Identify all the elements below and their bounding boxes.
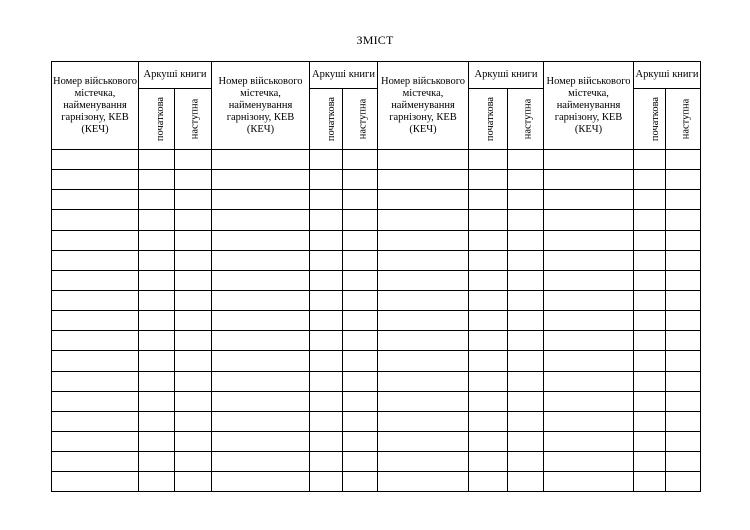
table-cell xyxy=(469,270,508,290)
table-cell xyxy=(544,472,634,492)
table-cell xyxy=(139,210,175,230)
table-cell xyxy=(212,371,310,391)
table-cell xyxy=(212,290,310,310)
table-cell xyxy=(544,230,634,250)
table-cell xyxy=(544,190,634,210)
table-cell xyxy=(212,311,310,331)
table-cell xyxy=(343,431,378,451)
table-row xyxy=(52,371,701,391)
table-cell xyxy=(469,190,508,210)
table-cell xyxy=(508,170,544,190)
table-cell xyxy=(310,411,343,431)
table-cell xyxy=(544,250,634,270)
table-cell xyxy=(508,391,544,411)
table-cell xyxy=(666,210,701,230)
table-cell xyxy=(508,311,544,331)
header-initial: початкова xyxy=(310,89,343,150)
table-cell xyxy=(634,290,666,310)
table-cell xyxy=(666,452,701,472)
table-cell xyxy=(469,170,508,190)
table-row xyxy=(52,290,701,310)
table-cell xyxy=(469,391,508,411)
table-cell xyxy=(508,331,544,351)
table-cell xyxy=(212,472,310,492)
table-row xyxy=(52,391,701,411)
table-cell xyxy=(310,472,343,492)
table-cell xyxy=(378,150,469,170)
table-cell xyxy=(212,210,310,230)
table-cell xyxy=(544,391,634,411)
table-cell xyxy=(175,311,212,331)
table-cell xyxy=(343,150,378,170)
table-cell xyxy=(343,270,378,290)
table-cell xyxy=(52,452,139,472)
table-cell xyxy=(508,371,544,391)
table-row xyxy=(52,250,701,270)
table-cell xyxy=(378,331,469,351)
table-cell xyxy=(508,190,544,210)
table-cell xyxy=(634,472,666,492)
table-cell xyxy=(634,170,666,190)
table-cell xyxy=(508,290,544,310)
table-cell xyxy=(343,391,378,411)
table-cell xyxy=(310,290,343,310)
table-cell xyxy=(175,472,212,492)
table-cell xyxy=(212,391,310,411)
table-cell xyxy=(544,290,634,310)
table-cell xyxy=(634,311,666,331)
table-cell xyxy=(469,150,508,170)
table-cell xyxy=(469,250,508,270)
table-cell xyxy=(52,472,139,492)
header-next: наступна xyxy=(175,89,212,150)
header-initial: початкова xyxy=(469,89,508,150)
table-cell xyxy=(634,331,666,351)
table-cell xyxy=(544,371,634,391)
table-cell xyxy=(310,190,343,210)
table-cell xyxy=(666,331,701,351)
table-cell xyxy=(139,170,175,190)
table-cell xyxy=(666,391,701,411)
table-cell xyxy=(212,250,310,270)
table-cell xyxy=(310,230,343,250)
table-cell xyxy=(378,371,469,391)
table-cell xyxy=(666,270,701,290)
table-cell xyxy=(52,210,139,230)
table-cell xyxy=(634,371,666,391)
table-cell xyxy=(52,230,139,250)
table-cell xyxy=(469,411,508,431)
table-cell xyxy=(310,452,343,472)
table-cell xyxy=(508,210,544,230)
table-cell xyxy=(666,472,701,492)
table-cell xyxy=(378,190,469,210)
table-row xyxy=(52,190,701,210)
table-cell xyxy=(378,311,469,331)
table-cell xyxy=(52,371,139,391)
header-next: наступна xyxy=(343,89,378,150)
table-cell xyxy=(343,290,378,310)
table-cell xyxy=(139,150,175,170)
table-cell xyxy=(666,190,701,210)
table-cell xyxy=(544,210,634,230)
table-row xyxy=(52,170,701,190)
table-cell xyxy=(666,431,701,451)
header-initial: початкова xyxy=(634,89,666,150)
table-cell xyxy=(634,230,666,250)
table-cell xyxy=(508,452,544,472)
table-cell xyxy=(175,150,212,170)
table-cell xyxy=(139,452,175,472)
table-cell xyxy=(469,230,508,250)
table-cell xyxy=(343,311,378,331)
table-cell xyxy=(634,391,666,411)
table-cell xyxy=(666,290,701,310)
table-cell xyxy=(378,210,469,230)
table-cell xyxy=(544,411,634,431)
table-cell xyxy=(343,411,378,431)
table-body xyxy=(52,150,701,492)
header-next: наступна xyxy=(508,89,544,150)
table-cell xyxy=(175,452,212,472)
header-sheets: Аркуші книги xyxy=(310,62,378,89)
table-cell xyxy=(634,250,666,270)
table-cell xyxy=(212,452,310,472)
table-cell xyxy=(378,270,469,290)
header-location: Номер військового містечка, найменування гарнізону, КЕВ (КЕЧ) xyxy=(378,62,469,150)
table-cell xyxy=(343,250,378,270)
table-cell xyxy=(212,230,310,250)
table-cell xyxy=(139,250,175,270)
table-cell xyxy=(310,371,343,391)
table-cell xyxy=(508,230,544,250)
table-cell xyxy=(343,331,378,351)
table-cell xyxy=(310,431,343,451)
table-cell xyxy=(634,270,666,290)
table-cell xyxy=(310,351,343,371)
table-cell xyxy=(175,230,212,250)
table-row xyxy=(52,431,701,451)
table-cell xyxy=(666,411,701,431)
table-cell xyxy=(52,391,139,411)
table-cell xyxy=(508,472,544,492)
table-cell xyxy=(175,270,212,290)
table-cell xyxy=(378,472,469,492)
page-title: ЗМІСТ xyxy=(356,33,394,47)
table-cell xyxy=(634,431,666,451)
table-cell xyxy=(310,170,343,190)
table-cell xyxy=(212,351,310,371)
table-cell xyxy=(343,472,378,492)
table-cell xyxy=(310,311,343,331)
table-cell xyxy=(310,250,343,270)
table-cell xyxy=(212,411,310,431)
table-cell xyxy=(666,230,701,250)
table-cell xyxy=(139,331,175,351)
table-row xyxy=(52,472,701,492)
table-cell xyxy=(310,150,343,170)
table-cell xyxy=(634,190,666,210)
header-location: Номер військового містечка, найменування гарнізону, КЕВ (КЕЧ) xyxy=(212,62,310,150)
table-cell xyxy=(175,391,212,411)
header-sheets: Аркуші книги xyxy=(634,62,701,89)
table-cell xyxy=(310,270,343,290)
table-row xyxy=(52,411,701,431)
table-cell xyxy=(175,170,212,190)
table-cell xyxy=(469,210,508,230)
table-row xyxy=(52,150,701,170)
table-cell xyxy=(52,150,139,170)
header-sheets: Аркуші книги xyxy=(469,62,544,89)
table-cell xyxy=(378,170,469,190)
table-cell xyxy=(544,452,634,472)
table-cell xyxy=(139,411,175,431)
table-cell xyxy=(544,331,634,351)
table-cell xyxy=(469,311,508,331)
table-cell xyxy=(378,230,469,250)
table-cell xyxy=(508,351,544,371)
table-cell xyxy=(634,210,666,230)
table-cell xyxy=(52,250,139,270)
table-cell xyxy=(52,331,139,351)
table-cell xyxy=(212,270,310,290)
header-next: наступна xyxy=(666,89,701,150)
contents-table xyxy=(51,61,701,492)
table-cell xyxy=(52,290,139,310)
table-row xyxy=(52,452,701,472)
table-cell xyxy=(343,170,378,190)
table-cell xyxy=(139,431,175,451)
table-cell xyxy=(212,190,310,210)
table-cell xyxy=(634,150,666,170)
table-cell xyxy=(634,351,666,371)
table-cell xyxy=(52,431,139,451)
header-location: Номер військового містечка, найменування гарнізону, КЕВ (КЕЧ) xyxy=(52,62,139,150)
table-cell xyxy=(378,411,469,431)
table-cell xyxy=(469,472,508,492)
table-cell xyxy=(139,311,175,331)
table-cell xyxy=(343,452,378,472)
table-cell xyxy=(175,411,212,431)
table-cell xyxy=(508,411,544,431)
table-cell xyxy=(378,452,469,472)
header-initial: початкова xyxy=(139,89,175,150)
table-cell xyxy=(666,351,701,371)
table-cell xyxy=(666,170,701,190)
table-cell xyxy=(544,270,634,290)
table-cell xyxy=(139,391,175,411)
table-cell xyxy=(634,452,666,472)
table-cell xyxy=(378,290,469,310)
table-cell xyxy=(175,290,212,310)
table-cell xyxy=(508,250,544,270)
table-cell xyxy=(544,150,634,170)
table-cell xyxy=(469,331,508,351)
table-cell xyxy=(343,230,378,250)
table-cell xyxy=(544,351,634,371)
table-row xyxy=(52,351,701,371)
table-cell xyxy=(666,371,701,391)
table-cell xyxy=(378,391,469,411)
table-cell xyxy=(139,290,175,310)
table-cell xyxy=(310,210,343,230)
table-cell xyxy=(175,351,212,371)
table-cell xyxy=(343,210,378,230)
table-cell xyxy=(666,250,701,270)
table-cell xyxy=(139,472,175,492)
table-row xyxy=(52,331,701,351)
table-cell xyxy=(175,431,212,451)
table-cell xyxy=(139,230,175,250)
table-cell xyxy=(544,311,634,331)
table-cell xyxy=(139,371,175,391)
table-cell xyxy=(52,270,139,290)
table-row xyxy=(52,311,701,331)
table-cell xyxy=(469,371,508,391)
table-cell xyxy=(469,431,508,451)
table-cell xyxy=(634,411,666,431)
table-cell xyxy=(469,290,508,310)
table-cell xyxy=(544,431,634,451)
table-cell xyxy=(343,190,378,210)
table-cell xyxy=(378,250,469,270)
table-cell xyxy=(212,431,310,451)
table-cell xyxy=(666,150,701,170)
table-cell xyxy=(508,150,544,170)
header-sheets: Аркуші книги xyxy=(139,62,212,89)
table-cell xyxy=(139,351,175,371)
table-cell xyxy=(175,331,212,351)
table-cell xyxy=(310,331,343,351)
table-cell xyxy=(508,431,544,451)
table-cell xyxy=(343,351,378,371)
header-location: Номер військового містечка, найменування гарнізону, КЕВ (КЕЧ) xyxy=(544,62,634,150)
table-cell xyxy=(139,190,175,210)
table-cell xyxy=(139,270,175,290)
table-cell xyxy=(52,170,139,190)
table-cell xyxy=(52,190,139,210)
table-cell xyxy=(212,170,310,190)
table-cell xyxy=(175,210,212,230)
table-cell xyxy=(175,190,212,210)
table-cell xyxy=(343,371,378,391)
table-row xyxy=(52,270,701,290)
table-cell xyxy=(212,331,310,351)
table-cell xyxy=(310,391,343,411)
table-cell xyxy=(52,411,139,431)
table-cell xyxy=(469,452,508,472)
table-cell xyxy=(378,351,469,371)
table-cell xyxy=(175,371,212,391)
table-cell xyxy=(544,170,634,190)
table-cell xyxy=(52,351,139,371)
table-cell xyxy=(666,311,701,331)
table-row xyxy=(52,230,701,250)
table-cell xyxy=(175,250,212,270)
table-cell xyxy=(378,431,469,451)
table-cell xyxy=(469,351,508,371)
table-row xyxy=(52,210,701,230)
table-cell xyxy=(52,311,139,331)
table-cell xyxy=(212,150,310,170)
table-cell xyxy=(508,270,544,290)
